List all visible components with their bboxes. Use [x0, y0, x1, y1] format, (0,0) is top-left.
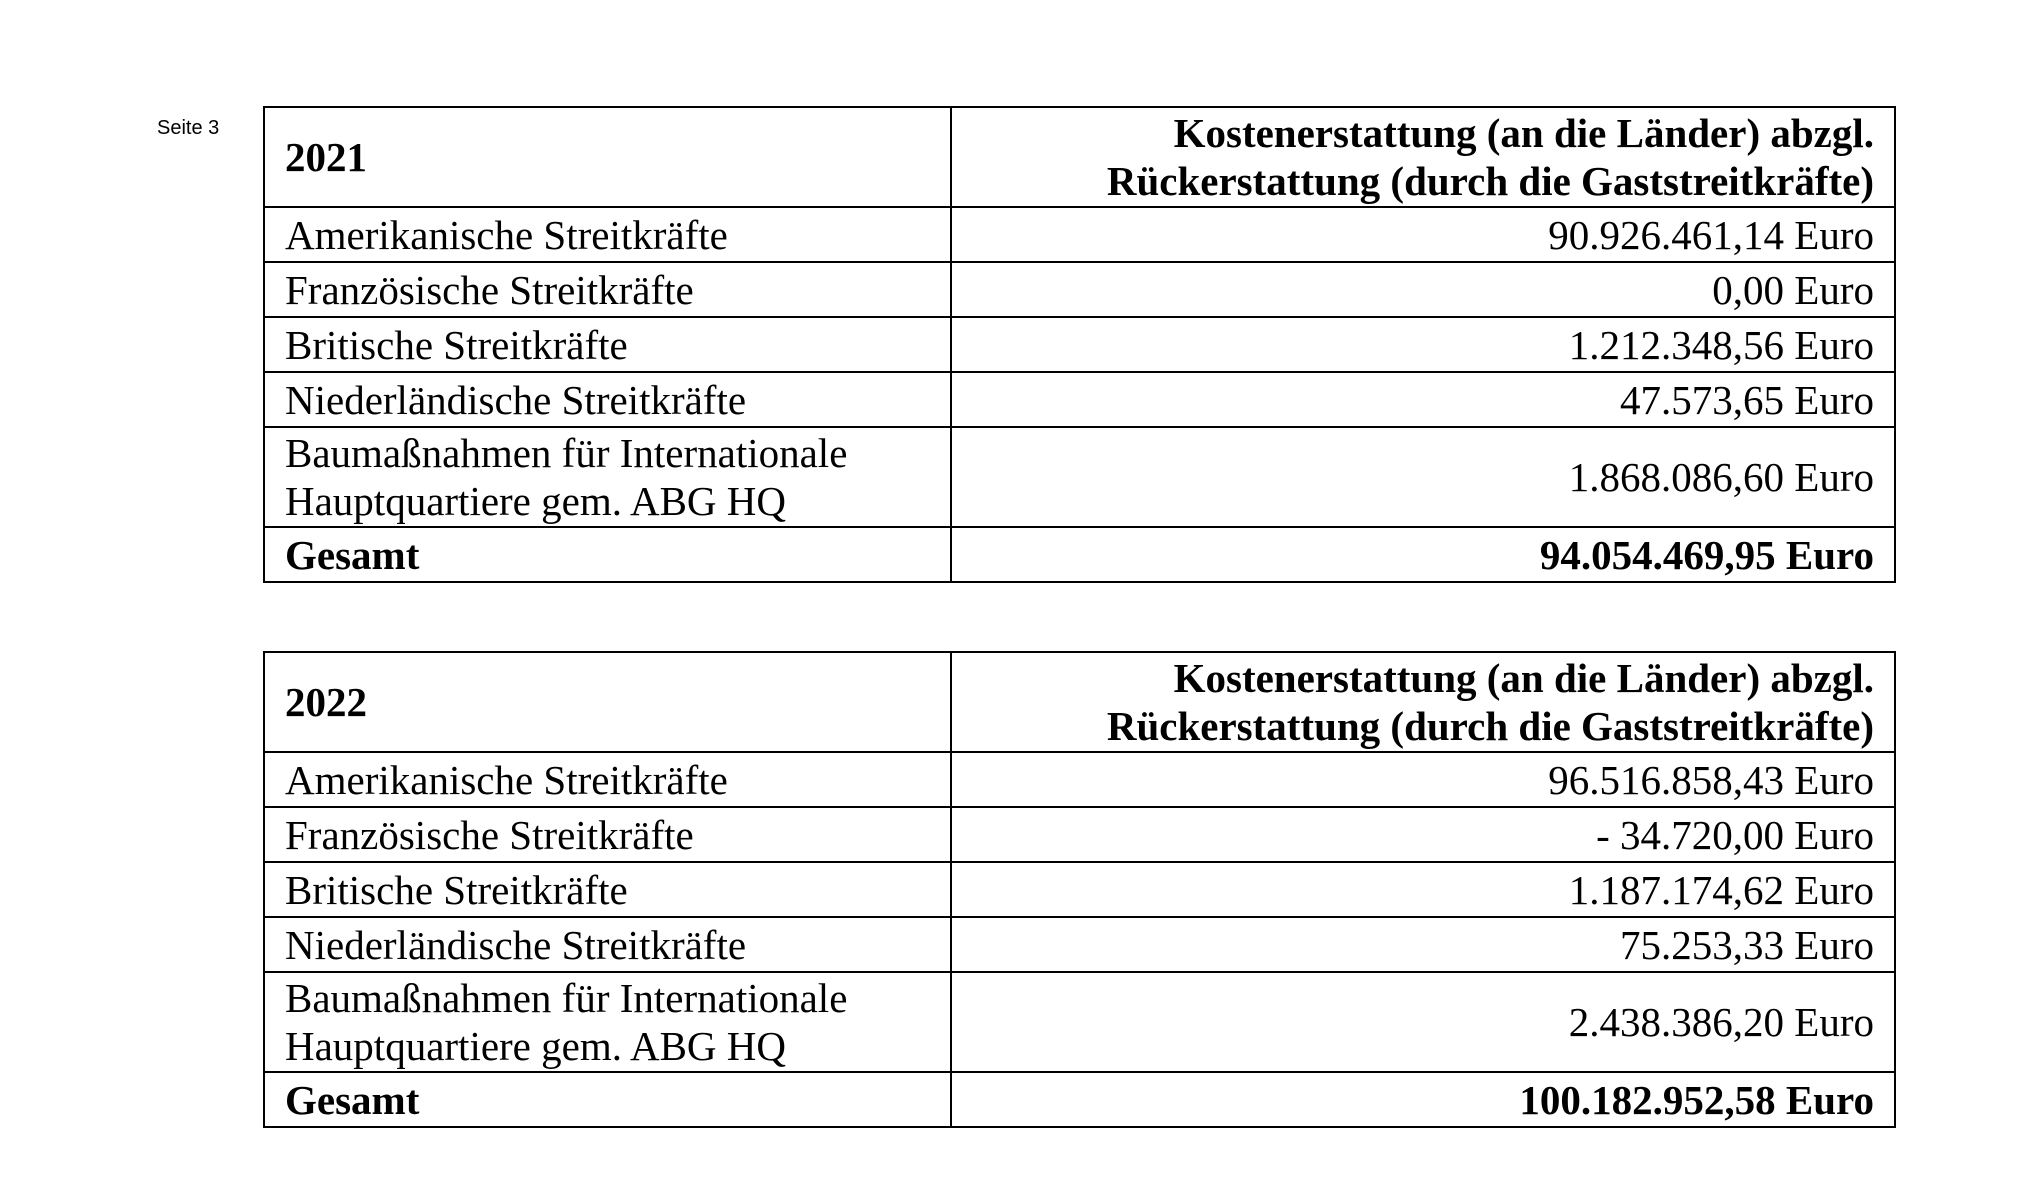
amount-header-line: Rückerstattung (durch die Gaststreitkräfte): [1106, 158, 1874, 204]
table-row: [264, 207, 1895, 262]
row-label: [264, 427, 951, 527]
table-row: [264, 972, 1895, 1072]
row-amount: 47.573,65 Euro: [951, 372, 1895, 427]
amount-header-line: Kostenerstattung (an die Länder) abzgl.: [1173, 655, 1874, 701]
amount-header-line: Kostenerstattung (an die Länder) abzgl.: [1173, 110, 1874, 156]
row-label: Britische Streitkräfte: [264, 317, 951, 372]
row-label: Britische Streitkräfte: [264, 862, 951, 917]
cost-table-2022: [263, 651, 1896, 1128]
row-amount: 75.253,33 Euro: [951, 917, 1895, 972]
row-amount: 1.868.086,60 Euro: [951, 427, 1895, 527]
row-label: Niederländische Streitkräfte: [264, 917, 951, 972]
total-row: [264, 1072, 1895, 1127]
table-header-row: [264, 652, 1895, 752]
row-label: Amerikanische Streitkräfte: [264, 752, 951, 807]
table-row: [264, 262, 1895, 317]
row-label-line: Hauptquartiere gem. ABG HQ: [285, 1023, 786, 1069]
table-row: [264, 917, 1895, 972]
row-amount: 2.438.386,20 Euro: [951, 972, 1895, 1072]
table-row: [264, 427, 1895, 527]
row-label-line: Baumaßnahmen für Internationale: [285, 430, 848, 476]
row-amount: 1.187.174,62 Euro: [951, 862, 1895, 917]
total-amount: 100.182.952,58 Euro: [951, 1072, 1895, 1127]
table-row: [264, 317, 1895, 372]
row-amount: - 34.720,00 Euro: [951, 807, 1895, 862]
row-amount: 90.926.461,14 Euro: [951, 207, 1895, 262]
row-label-line: Baumaßnahmen für Internationale: [285, 975, 848, 1021]
row-label: Französische Streitkräfte: [264, 262, 951, 317]
row-label-line: Hauptquartiere gem. ABG HQ: [285, 478, 786, 524]
row-amount: 96.516.858,43 Euro: [951, 752, 1895, 807]
total-label: Gesamt: [264, 1072, 951, 1127]
table-header-row: [264, 107, 1895, 207]
row-label: Amerikanische Streitkräfte: [264, 207, 951, 262]
row-amount: 1.212.348,56 Euro: [951, 317, 1895, 372]
row-label: [264, 972, 951, 1072]
total-amount: 94.054.469,95 Euro: [951, 527, 1895, 582]
row-amount: 0,00 Euro: [951, 262, 1895, 317]
total-row: [264, 527, 1895, 582]
table-row: [264, 862, 1895, 917]
amount-header-line: Rückerstattung (durch die Gaststreitkräfte): [1106, 703, 1874, 749]
amount-header: [951, 107, 1895, 207]
table-row: [264, 752, 1895, 807]
amount-header: [951, 652, 1895, 752]
year-header: 2022: [264, 652, 951, 752]
cost-table-2021: [263, 106, 1896, 583]
table-row: [264, 807, 1895, 862]
table-row: [264, 372, 1895, 427]
year-header: 2021: [264, 107, 951, 207]
page-number-label: Seite 3: [157, 117, 220, 139]
total-label: Gesamt: [264, 527, 951, 582]
row-label: Französische Streitkräfte: [264, 807, 951, 862]
row-label: Niederländische Streitkräfte: [264, 372, 951, 427]
